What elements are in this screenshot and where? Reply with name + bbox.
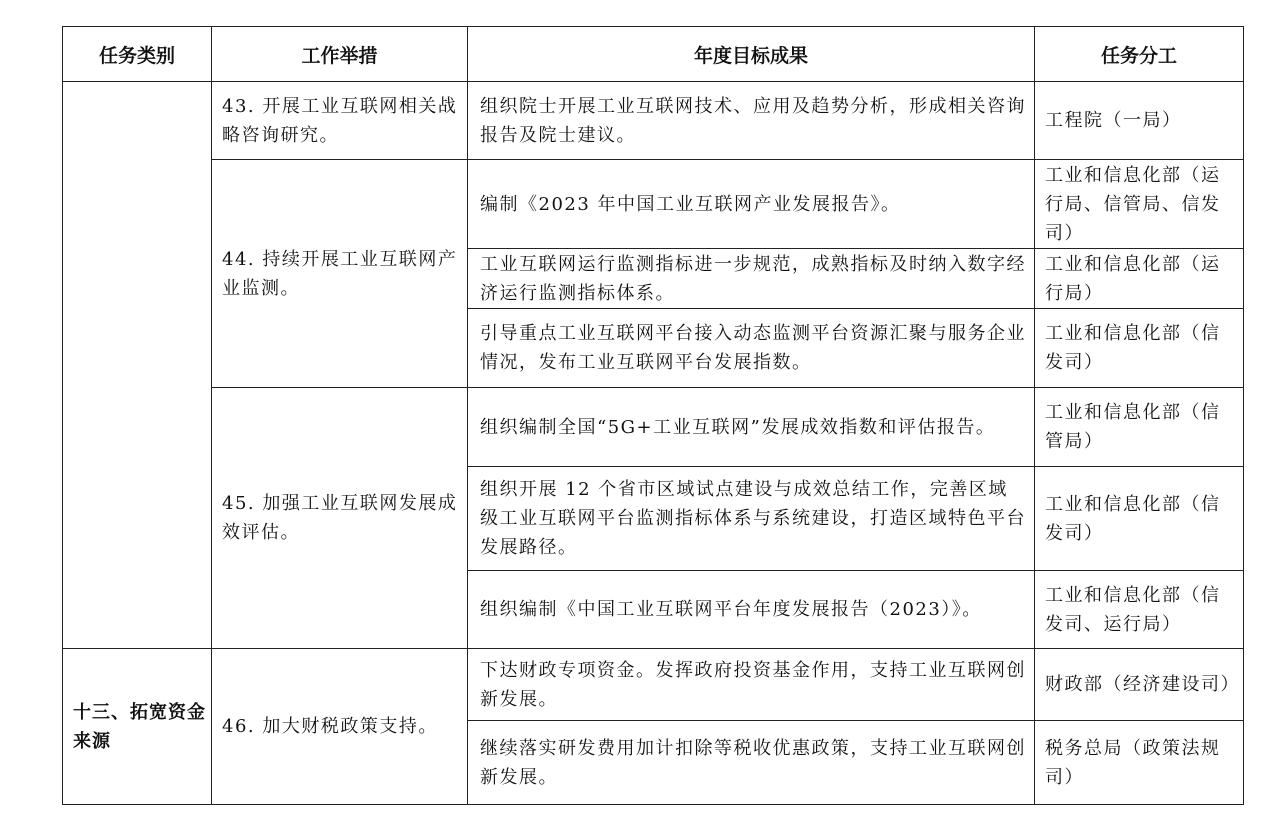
header-target: 年度目标成果 [468,27,1035,82]
table-row [63,388,1244,467]
owner-cell: 工业和信息化部（信发司） [1035,467,1244,571]
target-cell: 编制《2023 年中国工业互联网产业发展报告》。 [468,160,1035,249]
target-cell: 组织编制《中国工业互联网平台年度发展报告（2023）》。 [468,571,1035,649]
measure-cell: 43. 开展工业互联网相关战略咨询研究。 [212,82,468,160]
table-row [63,82,1244,160]
owner-cell: 工业和信息化部（运行局） [1035,249,1244,309]
owner-cell: 工业和信息化部（信管局） [1035,388,1244,467]
task-table [62,26,1244,805]
target-cell: 组织开展 12 个省市区域试点建设与成效总结工作，完善区域级工业互联网平台监测指标体系与系统建设，打造区域特色平台发展路径。 [468,467,1035,571]
header-row [63,27,1244,82]
owner-cell: 工业和信息化部（运行局、信管局、信发司） [1035,160,1244,249]
target-cell: 继续落实研发费用加计扣除等税收优惠政策，支持工业互联网创新发展。 [468,721,1035,805]
target-cell: 下达财政专项资金。发挥政府投资基金作用，支持工业互联网创新发展。 [468,649,1035,721]
header-category: 任务类别 [63,27,212,82]
measure-cell: 45. 加强工业互联网发展成效评估。 [212,388,468,649]
owner-cell: 工程院（一局） [1035,82,1244,160]
table-row [63,160,1244,249]
target-cell: 组织编制全国“5G+工业互联网”发展成效指数和评估报告。 [468,388,1035,467]
category-cell: 十三、拓宽资金来源 [63,649,212,805]
target-cell: 工业互联网运行监测指标进一步规范，成熟指标及时纳入数字经济运行监测指标体系。 [468,249,1035,309]
owner-cell: 工业和信息化部（信发司、运行局） [1035,571,1244,649]
measure-cell: 46. 加大财税政策支持。 [212,649,468,805]
target-cell: 引导重点工业互联网平台接入动态监测平台资源汇聚与服务企业情况，发布工业互联网平台发展指数。 [468,309,1035,388]
header-owner: 任务分工 [1035,27,1244,82]
target-cell: 组织院士开展工业互联网技术、应用及趋势分析，形成相关咨询报告及院士建议。 [468,82,1035,160]
category-cell [63,82,212,649]
measure-cell: 44. 持续开展工业互联网产业监测。 [212,160,468,388]
table-row [63,649,1244,721]
owner-cell: 工业和信息化部（信发司） [1035,309,1244,388]
header-measure: 工作举措 [212,27,468,82]
owner-cell: 税务总局（政策法规司） [1035,721,1244,805]
owner-cell: 财政部（经济建设司） [1035,649,1244,721]
